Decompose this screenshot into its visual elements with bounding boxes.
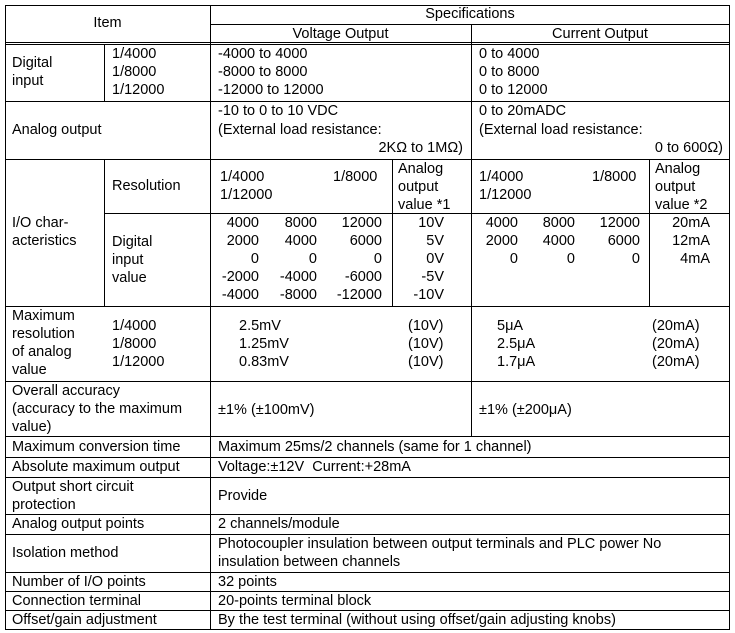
row-value-short-circuit: Provide — [218, 488, 268, 504]
io-current-col-8000: 8000 4000 0 — [542, 215, 575, 267]
header-current-output: Current Output — [552, 26, 648, 42]
row-value-isolation-method: Photocoupler insulation between output terminals and PLC power No insulation between channels — [218, 536, 662, 570]
analog-output-voltage-load-value: 2KΩ to 1MΩ) — [378, 140, 463, 156]
digital-input-current: 0 to 4000 0 to 8000 0 to 12000 — [479, 46, 548, 98]
io-current-analog-header: Analog output value *2 — [655, 161, 708, 213]
max-resolution-voltage-units: (10V) (10V) (10V) — [408, 318, 444, 370]
analog-output-voltage-range: -10 to 0 to 10 VDC — [218, 103, 339, 119]
io-subcol-divider — [104, 159, 105, 307]
digital-input-resolutions: 1/4000 1/8000 1/12000 — [112, 46, 165, 98]
table-border-right — [729, 5, 730, 630]
row-label-analog-output-points: Analog output points — [12, 516, 145, 532]
row-label-conversion-time: Maximum conversion time — [12, 439, 181, 455]
io-characteristics-label: I/O char- acteristics — [12, 215, 77, 249]
row-label-isolation-method: Isolation method — [12, 545, 119, 561]
digital-input-label: Digital input — [12, 55, 53, 89]
header-specifications: Specifications — [425, 6, 515, 22]
voltage-current-divider — [471, 24, 472, 436]
table-border-left — [5, 5, 6, 630]
io-current-res-right: 1/8000 — [592, 169, 637, 185]
io-current-col-4000: 4000 2000 0 — [485, 215, 518, 267]
row-value-absolute-max-output: Voltage:±12V Current:+28mA — [218, 459, 411, 475]
table-border-bottom — [5, 629, 730, 630]
current-analog-divider — [649, 159, 650, 307]
row-value-io-points: 32 points — [218, 574, 277, 590]
max-resolution-voltage-values: 2.5mV 1.25mV 0.83mV — [239, 318, 289, 370]
overall-accuracy-label: Overall accuracy (accuracy to the maximum value) — [12, 383, 183, 435]
header-item: Item — [93, 15, 122, 31]
io-voltage-col-analog: 10V 5V 0V -5V -10V — [413, 215, 444, 303]
io-resolution-label: Resolution — [112, 178, 181, 194]
digital-subcol-divider — [104, 44, 105, 102]
row-line-accuracy — [5, 436, 730, 437]
overall-accuracy-current: ±1% (±200μA) — [479, 402, 572, 418]
analog-output-label: Analog output — [12, 122, 102, 138]
io-voltage-analog-header: Analog output value *1 — [398, 161, 451, 213]
io-current-col-analog: 20mA 12mA 4mA — [672, 215, 710, 267]
analog-output-current-range: 0 to 20mADC — [479, 103, 567, 119]
row-line-io — [5, 306, 730, 307]
row-value-offset-gain: By the test terminal (without using offset/gain adjusting knobs) — [218, 612, 616, 628]
row-label-connection-terminal: Connection terminal — [12, 593, 141, 609]
io-voltage-col-4000: 4000 2000 0 -2000 -4000 — [221, 215, 259, 303]
digital-input-voltage: -4000 to 4000 -8000 to 8000 -12000 to 12000 — [218, 46, 324, 98]
io-voltage-res-left: 1/4000 1/12000 — [220, 169, 273, 203]
header-voltage-output: Voltage Output — [292, 26, 389, 42]
io-voltage-col-8000: 8000 4000 0 -4000 -8000 — [279, 215, 317, 303]
max-resolution-label: Maximum resolution of analog value — [12, 308, 75, 378]
analog-output-current-load-value: 0 to 600Ω) — [654, 140, 723, 156]
overall-accuracy-voltage: ±1% (±100mV) — [218, 402, 315, 418]
analog-output-voltage-load: (External load resistance: — [218, 122, 382, 138]
io-voltage-res-right: 1/8000 — [333, 169, 378, 185]
max-resolution-resolutions: 1/4000 1/8000 1/12000 — [112, 318, 165, 370]
row-line-digital — [5, 101, 730, 102]
io-voltage-col-12000: 12000 6000 0 -6000 -12000 — [336, 215, 382, 303]
row-value-conversion-time: Maximum 25ms/2 channels (same for 1 channel) — [218, 439, 532, 455]
max-resolution-current-values: 5μA 2.5μA 1.7μA — [497, 318, 536, 370]
row-label-short-circuit: Output short circuit protection — [12, 479, 134, 513]
max-resolution-current-units: (20mA) (20mA) (20mA) — [652, 318, 700, 370]
io-current-res-left: 1/4000 1/12000 — [479, 169, 532, 203]
row-value-connection-terminal: 20-points terminal block — [218, 593, 372, 609]
voltage-analog-divider — [392, 159, 393, 307]
row-label-io-points: Number of I/O points — [12, 574, 146, 590]
io-digital-input-value-label: Digital input value — [112, 234, 153, 286]
row-label-offset-gain: Offset/gain adjustment — [12, 612, 157, 628]
row-value-analog-output-points: 2 channels/module — [218, 516, 340, 532]
main-column-divider — [210, 5, 211, 630]
analog-output-current-load: (External load resistance: — [479, 122, 643, 138]
row-line-analog — [5, 159, 730, 160]
row-label-absolute-max-output: Absolute maximum output — [12, 459, 180, 475]
io-current-col-12000: 12000 6000 0 — [599, 215, 640, 267]
